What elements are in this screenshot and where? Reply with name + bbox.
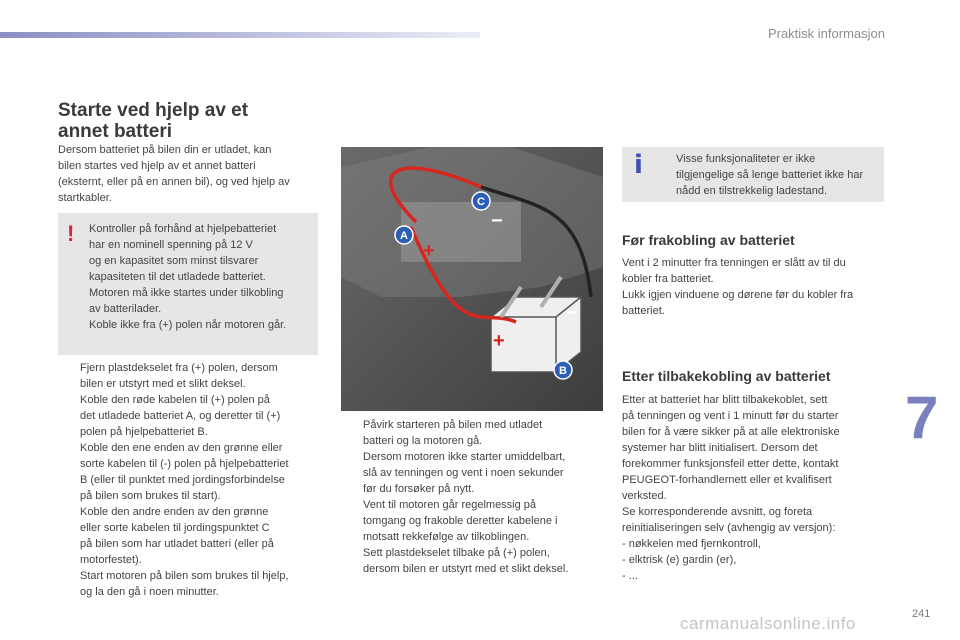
list-item [58,440,322,504]
step-line: motorfestet). [80,554,142,566]
watermark: carmanualsonline.info [680,614,856,633]
step-line: på bilen som har utladet batteri (eller på [80,538,274,550]
step-line: Vent til motoren går regelmessig på [363,499,537,511]
intro-line: Dersom batteriet på bilen din er utladet, kan [58,144,272,156]
step-line: tomgang og frakoble deretter kabelene i [363,515,558,527]
text-line: Se korresponderende avsnitt, og foreta [622,506,813,518]
step-line: Koble den ene enden av den grønne eller [80,442,283,454]
exclamation-icon: ! [67,221,75,246]
intro-line: (eksternt, eller på en annen bil), og ved hjelp av [58,176,290,188]
minus-sign-discharged: − [491,210,503,232]
after-reconnect-heading: Etter tilbakekobling av batteriet [622,368,831,384]
step-line: Koble den røde kabelen til (+) polen på [80,394,270,406]
title-line: annet batteri [58,121,173,142]
warning-text [89,221,313,333]
text-line: kobler fra batteriet. [622,273,714,285]
text-line: reinitialiseringen selv (avhengig av versjon): [622,522,836,534]
step-line: eller sorte kabelen til jordingspunktet C [80,522,270,534]
list-item [341,545,603,577]
warning-line: har en nominell spenning på 12 V [89,239,253,251]
engine-bay-illustration [341,147,603,411]
minus-sign-helper: − [566,302,578,324]
list-item [58,568,322,600]
warning-line: Motoren må ikke startes under tilkobling [89,287,284,299]
after-reconnect-text [622,392,884,584]
text-line: verksted. [622,490,667,502]
header-accent-bar [0,32,480,38]
info-line: nådd en tilstrekkelig ladestand. [676,185,828,197]
label-a: A [400,230,408,242]
step-line: Sett plastdekselet tilbake på (+) polen, [363,547,550,559]
text-line: - nøkkelen med fjernkontroll, [622,538,761,550]
warning-line: av batterilader. [89,303,162,315]
step-line: det utladede batteriet A, og deretter til (+) [80,410,281,422]
step-line: Fjern plastdekselet fra (+) polen, dersom [80,362,278,374]
before-disconnect-heading: Før frakobling av batteriet [622,232,795,248]
step-line: Koble den andre enden av den grønne [80,506,269,518]
title-line: Starte ved hjelp av et [58,100,249,121]
info-text [676,151,881,199]
discharged-battery [401,202,521,262]
list-item [341,497,603,545]
text-line: på tenningen og vent i 1 minutt før du starter [622,410,839,422]
label-c: C [477,196,485,208]
list-item [58,360,322,392]
page-title [58,100,328,142]
text-line: PEUGEOT-forhandlernett eller et kvalifisert [622,474,832,486]
step-line: dersom bilen er utstyrt med et slikt deksel. [363,563,569,575]
step-line: på bilen som brukes til start). [80,490,221,502]
list-item [341,417,603,497]
before-disconnect-text [622,255,884,319]
plus-sign-discharged: + [423,240,435,262]
intro-paragraph [58,142,320,206]
step-line: sorte kabelen til (-) polen på hjelpebatteriet [80,458,289,470]
info-line: Visse funksjonaliteter er ikke [676,153,816,165]
text-line: Etter at batteriet har blitt tilbakekoblet, sett [622,394,828,406]
text-line: forekommer funksjonsfeil etter dette, kontakt [622,458,839,470]
section-title: Praktisk informasjon [767,26,885,41]
intro-line: startkabler. [58,192,112,204]
warning-line: og en kapasitet som minst tilsvarer [89,255,259,267]
warning-line: kapasiteten til det utladede batteriet. [89,271,266,283]
info-icon: i [634,150,643,180]
list-item [58,504,322,568]
text-line: Lukk igjen vinduene og dørene før du kobler fra [622,289,854,301]
warning-box [58,213,318,355]
step-line: B (eller til punktet med jordingsforbindelse [80,474,285,486]
text-line: bilen for å være sikker på at alle elektroniske [622,426,840,438]
warning-line: Kontroller på forhånd at hjelpebatteriet [89,223,277,235]
chapter-number: 7 [905,384,939,451]
text-line: - elktrisk (e) gardin (er), [622,554,737,566]
plus-sign-helper: + [493,330,505,352]
step-line: Dersom motoren ikke starter umiddelbart, [363,451,566,463]
step-line: motsatt rekkefølge av tilkoblingen. [363,531,530,543]
info-line: tilgjengelige så lenge batteriet ikke har [676,169,864,181]
jump-start-photo [341,147,603,411]
steps-list-left [58,360,322,600]
intro-line: bilen startes ved hjelp av et annet batteri [58,160,256,172]
info-box [622,147,884,202]
text-line: - ... [622,570,638,582]
step-line: polen på hjelpebatteriet B. [80,426,208,438]
page-number: 241 [912,608,931,620]
text-line: systemer har blitt initialisert. Dersom det [622,442,818,454]
text-line: batteriet. [622,305,665,317]
step-line: slå av tenningen og vent i noen sekunder [363,467,564,479]
step-line: batteri og la motoren gå. [363,435,483,447]
step-line: bilen er utstyrt med et slikt deksel. [80,378,246,390]
step-line: og la den gå i noen minutter. [80,586,219,598]
step-line: Påvirk starteren på bilen med utladet [363,419,543,431]
step-line: Start motoren på bilen som brukes til hjelp, [80,570,289,582]
list-item [58,392,322,440]
step-line: før du forsøker på nytt. [363,483,475,495]
steps-list-right [341,417,603,577]
text-line: Vent i 2 minutter fra tenningen er slått av til du [622,257,846,269]
label-b: B [559,365,567,377]
warning-line: Koble ikke fra (+) polen når motoren går. [89,319,287,331]
